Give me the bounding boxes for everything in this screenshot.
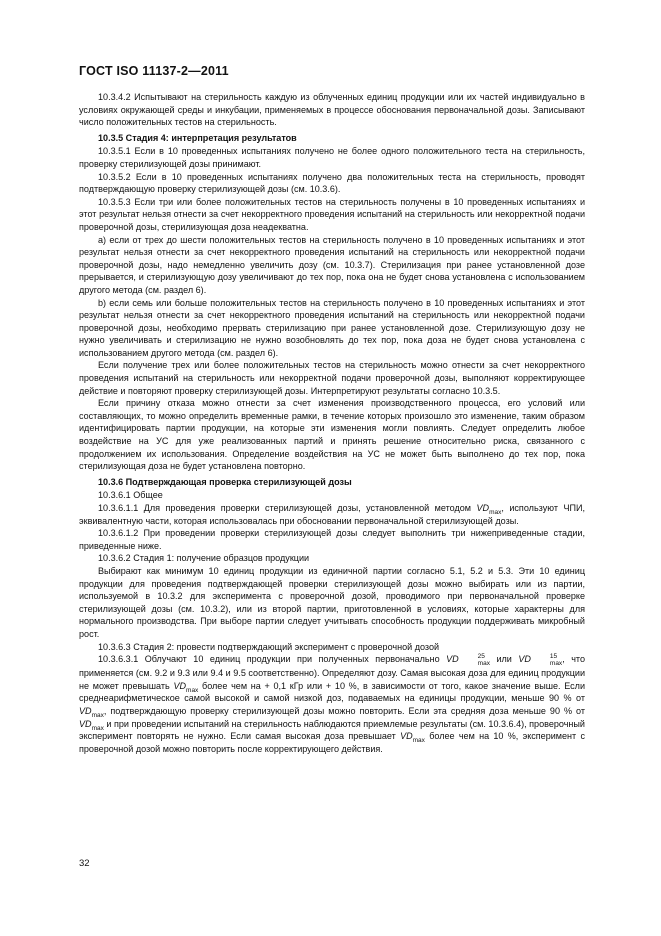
paragraph-10-3-5-3: 10.3.5.3 Если три или более положительных тестов на стерильность получены в 10 проведенных испытаниях и этот результат нельзя отнести за счет некорректного проведения испытаний на стерильность или некорректной подачи проверочной дозы, стерилизующая доза неадекватна.: [79, 196, 585, 232]
document-body: [79, 91, 585, 755]
paragraph-sample-selection: Выбирают как минимум 10 единиц продукции из единичной партии согласно 5.1, 5.2 и 5.3. Эти 10 единиц продукции для проведения подтверждающей проверки стерилизующей дозы можно выбирать или из партии, используемой в 10.3.2 для эксперимента с проверочной дозой, проводимого при первоначальной проверке стерилизующей дозы (см. 10.3.2), или из второй партии, приготовленной в условиях, которые характерны для нормального производства. При выборе партии следует учитывать способность продукции поддерживать микробный рост.: [79, 565, 585, 639]
paragraph-10-3-6-1-2: 10.3.6.1.2 При проведении проверки стерилизующей дозы следует выполнить три нижеприведенные стадии, приведенные ниже.: [79, 528, 585, 551]
paragraph-10-3-6-2: 10.3.6.2 Стадия 1: получение образцов продукции: [98, 553, 310, 564]
document-header: ГОСТ ISO 11137-2—2011: [79, 64, 229, 78]
page-number: 32: [79, 858, 90, 869]
paragraph-failure-cause: Если причину отказа можно отнести за счет изменения производственного процесса, его условий или составляющих, то можно определить временные рамки, в течение которых произошло это изменение, таким образом идентифицировать партии продукции, на которые эти изменения могли повлиять. Следует определить любое воздействие на УС для уже реализованных партий и принять решение относительно риска, связанного с продолжением их использования. Определение воздействия на УС не может быть выполнено до тех пор, пока стерилизующая доза не будет установлена повторно.: [79, 398, 585, 472]
list-item-a: a) если от трех до шести положительных тестов на стерильность получено в 10 проведенных испытаниях и этот результат нельзя отнести за счет некорректного проведения испытаний на стерильность или некорректной подачи проверочной дозы, надо немедленно увеличить дозу (см. 10.3.7). Стерилизация при ранее установленной дозе прерывается, и стерилизующую дозу увеличивают до тех пор, пока она не будет снова установлена с использованием другого метода (см. раздел 6).: [79, 234, 585, 295]
paragraph-10-3-5-2: 10.3.5.2 Если в 10 проведенных испытаниях получено два положительных теста на стерильность, проводят подтверждающую проверку стерилизующей дозы (см. 10.3.6).: [79, 171, 585, 195]
paragraph-10-3-6-3: 10.3.6.3 Стадия 2: провести подтверждающий эксперимент с проверочной дозой: [98, 641, 440, 652]
paragraph-10-3-4-2: 10.3.4.2 Испытывают на стерильность каждую из облученных единиц продукции или их частей индивидуально в условиях окружающей среды и инкубации, применяемых в процессе обоснования первоначальной дозы. Записывают число положительных тестов на стерильность.: [79, 92, 585, 128]
paragraph-10-3-6-1-1: 10.3.6.1.1 Для проведения проверки стерилизующей дозы, установленной методом $VD_{max}$, используют ЧПИ, эквивалентную части, которая использовалась при обосновании первоначальной стерилизующей дозы.: [79, 503, 585, 526]
paragraph-10-3-5-1: 10.3.5.1 Если в 10 проведенных испытаниях получено не более одного положительного теста на стерильность, проверку стерилизующей дозы принимают.: [79, 146, 585, 169]
paragraph-10-3-6-1: 10.3.6.1 Общее: [98, 490, 163, 501]
paragraph-three-positive: Если получение трех или более положительных тестов на стерильность можно отнести за счет некорректного проведения испытаний на стерильность или некорректной подачи проверочной дозы, выполняют корректирующее действие и повторяют проверку стерилизующей дозы. Интерпретируют результаты согласно 10.3.5.: [79, 360, 585, 396]
paragraph-10-3-6-3-1: 10.3.6.3.1 Облучают 10 единиц продукции при полученных первоначально VD 25 max или VD 15 max , что применяется (см. 9.2 и 9.3 или 9.4 и 9.5 соответственно). Определяют дозу. Самая высокая доза для единиц продукции не может превышать $VD_{max}$ более чем на + 0,1 кГр или + 10 %, в зависимости от того, какое значение выше. Если среднеарифметическое самой высокой и самой низкой доз, подаваемых на единицы продукции, меньше 90 % от $VD_{max}$, подтверждающую проверку стерилизующей дозы можно повторить. Если эта средняя доза меньше 90 % от $VD_{max}$ и при проведении испытаний на стерильность наблюдаются приемлемые результаты (см. 10.3.6.4), проверочный эксперимент повторять не нужно. Если самая высокая доза превышает $VD_{max}$ более чем на 10 %, эксперимент с проверочной дозой можно повторить после корректирующего действия.: [79, 653, 585, 754]
heading-10-3-6: 10.3.6 Подтверждающая проверка стерилизующей дозы: [98, 476, 352, 487]
list-item-b: b) если семь или больше положительных тестов на стерильность получено в 10 проведенных испытаниях и этот результат нельзя отнести за счет некорректного проведения испытаний на стерильность или некорректной подачи проверочной дозы, необходимо прервать стерилизацию при ранее установленной дозе. Стерилизующую дозу не нужно увеличивать и стерилизацию не нужно возобновлять до тех пор, пока доза не будет снова установлена с использованием другого метода (см. раздел 6).: [79, 297, 585, 358]
heading-10-3-5: 10.3.5 Стадия 4: интерпретация результатов: [98, 132, 297, 143]
